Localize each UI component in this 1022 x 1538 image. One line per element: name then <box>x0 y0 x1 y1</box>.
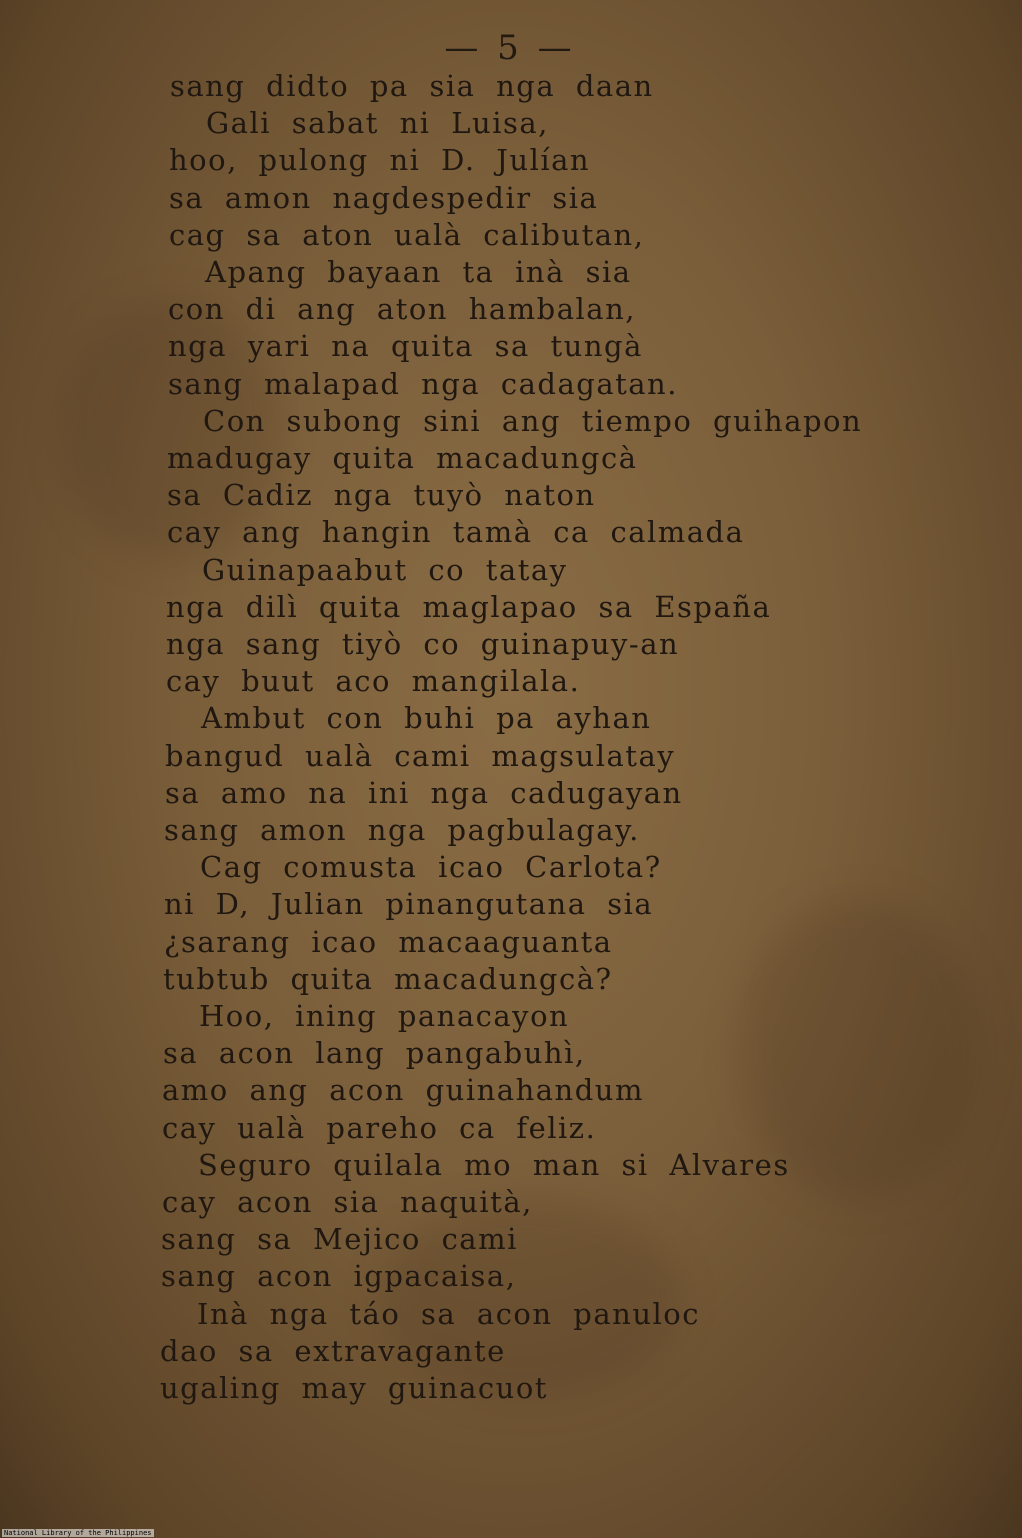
verse-line: dao sa extravagante <box>160 1334 506 1368</box>
verse-line: ugaling may guinacuot <box>160 1371 548 1405</box>
verse-line: nga yari na quita sa tungà <box>168 329 643 363</box>
verse-line: amo ang acon guinahandum <box>162 1073 644 1107</box>
verse-line: cay ang hangin tamà ca calmada <box>167 515 745 549</box>
verse-line: Seguro quilala mo man si Alvares <box>198 1148 790 1182</box>
verse-line: ni D, Julian pinangutana sia <box>164 887 654 921</box>
library-credit: National Library of the Philippines <box>4 1529 152 1537</box>
verse-line: Hoo, ining panacayon <box>199 999 570 1033</box>
verse-line: cay buut aco mangilala. <box>166 664 581 698</box>
verse-line: madugay quita macadungcà <box>167 441 638 475</box>
verse-line: Guinapaabut co tatay <box>202 553 568 587</box>
verse-line: Inà nga táo sa acon panuloc <box>197 1297 700 1331</box>
verse-line: cay ualà pareho ca feliz. <box>162 1111 597 1145</box>
verse-line: sang malapad nga cadagatan. <box>168 367 678 401</box>
verse-line: sa amo na ini nga cadugayan <box>165 776 683 810</box>
verse-line: sang sa Mejico cami <box>161 1222 518 1256</box>
verse-line: cag sa aton ualà calibutan, <box>169 218 645 252</box>
verse-line: con di ang aton hambalan, <box>168 292 636 326</box>
verse-line: Cag comusta icao Carlota? <box>200 850 662 884</box>
verse-line: sang acon igpacaisa, <box>161 1259 517 1293</box>
verse-line: bangud ualà cami magsulatay <box>165 739 676 773</box>
verse-line: sa acon lang pangabuhì, <box>163 1036 586 1070</box>
page-number: — 5 — <box>444 28 576 68</box>
verse-line: sa amon nagdespedir sia <box>169 181 599 215</box>
verse-line: Con subong sini ang tiempo guihapon <box>203 404 863 438</box>
verse-line: tubtub quita macadungcà? <box>163 962 613 996</box>
verse-line: nga sang tiyò co guinapuy-an <box>166 627 680 661</box>
verse-line: hoo, pulong ni D. Julían <box>169 143 591 177</box>
verse-line: Ambut con buhi pa ayhan <box>201 701 652 735</box>
verse-line: sang didto pa sia nga daan <box>170 69 654 103</box>
verse-line: sang amon nga pagbulagay. <box>164 813 640 847</box>
verse-line: sa Cadiz nga tuyò naton <box>167 478 596 512</box>
verse-line: Apang bayaan ta inà sia <box>205 255 632 289</box>
verse-line: nga dilì quita maglapao sa España <box>166 590 772 624</box>
verse-line: cay acon sia naquità, <box>162 1185 533 1219</box>
verse-line: Gali sabat ni Luisa, <box>206 106 549 140</box>
verse-line: ¿sarang icao macaaguanta <box>164 925 613 959</box>
